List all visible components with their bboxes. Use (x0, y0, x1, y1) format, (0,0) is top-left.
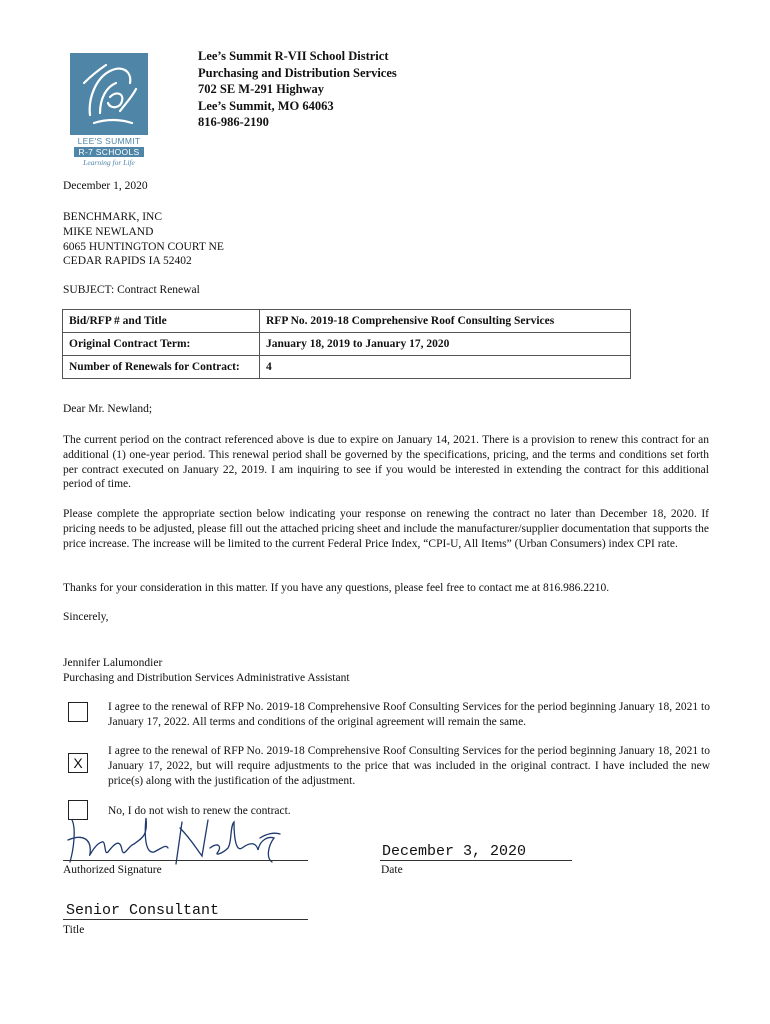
date-line (380, 860, 572, 861)
letterhead-line: 702 SE M-291 Highway (198, 82, 325, 96)
recipient-line: MIKE NEWLAND (63, 225, 154, 238)
body-paragraph: The current period on the contract referenced above is due to expire on January 14, 2021. There is a provision to renew this contract for an additional (1) one-year period. This renewal period shall be governed by the specifications, pricing, and the terms and conditions set forth per contract executed on January 22, 2019. I am inquiring to see if you would be interested in extending the contract for this additional period of time. (63, 434, 709, 491)
date-label: Date (381, 864, 403, 876)
sender-block (63, 656, 350, 686)
table-value: 4 (260, 356, 631, 379)
signature-line (63, 860, 308, 861)
option-checkbox-renew-adjust[interactable]: X (68, 753, 88, 773)
subject-line: SUBJECT: Contract Renewal (63, 284, 200, 296)
body-paragraph: Please complete the appropriate section below indicating your response on renewing the contract no later than December 18, 2020. If pricing needs to be adjusted, please fill out the attached pricing sheet and include the manufacturer/supplier documentation that supports the price increase. The increase will be limited to the current Federal Price Index, “CPI-U, All Items” (Urban Consumers) index CPI rate. (63, 508, 709, 550)
date-field[interactable]: December 3, 2020 (382, 843, 527, 860)
letterhead-line: Lee’s Summit R-VII School District (198, 49, 389, 63)
letterhead (198, 48, 397, 131)
table-row (63, 310, 631, 333)
title-field[interactable]: Senior Consultant (66, 902, 220, 919)
recipient-line: 6065 HUNTINGTON COURT NE (63, 240, 224, 253)
logo-tagline: Learning for Life (83, 158, 135, 167)
logo-emblem (70, 53, 148, 135)
body-paragraph: Thanks for your consideration in this matter. If you have any questions, please feel free to contact me at 816.986.2210. (63, 582, 610, 594)
table-label: Number of Renewals for Contract: (63, 356, 260, 379)
logo-figure-icon (70, 53, 148, 135)
signature-label: Authorized Signature (63, 864, 162, 876)
option-text: No, I do not wish to renew the contract. (108, 805, 291, 817)
title-line (63, 919, 308, 920)
option-text: I agree to the renewal of RFP No. 2019-18 Comprehensive Roof Consulting Services for the period beginning January 18, 2021 to January 17, 2022, but will require adjustments to the price that was included in the original contract. I have included the new price(s) along with the justification of the adjustment. (108, 745, 710, 787)
table-label: Bid/RFP # and Title (63, 310, 260, 333)
table-label: Original Contract Term: (63, 333, 260, 356)
district-logo (70, 53, 148, 167)
option-checkbox-renew[interactable] (68, 702, 88, 722)
table-row (63, 356, 631, 379)
letterhead-line: 816-986-2190 (198, 115, 269, 129)
sender-title: Purchasing and Distribution Services Administrative Assistant (63, 672, 350, 684)
letterhead-line: Purchasing and Distribution Services (198, 65, 397, 80)
handwritten-signature (62, 808, 292, 868)
closing: Sincerely, (63, 611, 109, 623)
letterhead-line: Lee’s Summit, MO 64063 (198, 98, 334, 113)
logo-text-line2: R-7 SCHOOLS (74, 147, 144, 157)
table-value: RFP No. 2019-18 Comprehensive Roof Consulting Services (260, 310, 631, 333)
recipient-line: BENCHMARK, INC (63, 211, 163, 223)
table-row (63, 333, 631, 356)
recipient-line: CEDAR RAPIDS IA 52402 (63, 255, 192, 268)
letter-date: December 1, 2020 (63, 180, 148, 192)
salutation: Dear Mr. Newland; (63, 403, 153, 415)
contract-info-table (62, 309, 631, 379)
title-label: Title (63, 924, 85, 936)
option-text: I agree to the renewal of RFP No. 2019-18 Comprehensive Roof Consulting Services for the period beginning January 18, 2021 to January 17, 2022. All terms and conditions of the original agreement will remain the same. (108, 701, 710, 728)
sender-name: Jennifer Lalumondier (63, 657, 163, 669)
recipient-address (63, 210, 224, 269)
table-value: January 18, 2019 to January 17, 2020 (260, 333, 631, 356)
logo-text-line1: LEE'S SUMMIT (77, 136, 141, 146)
